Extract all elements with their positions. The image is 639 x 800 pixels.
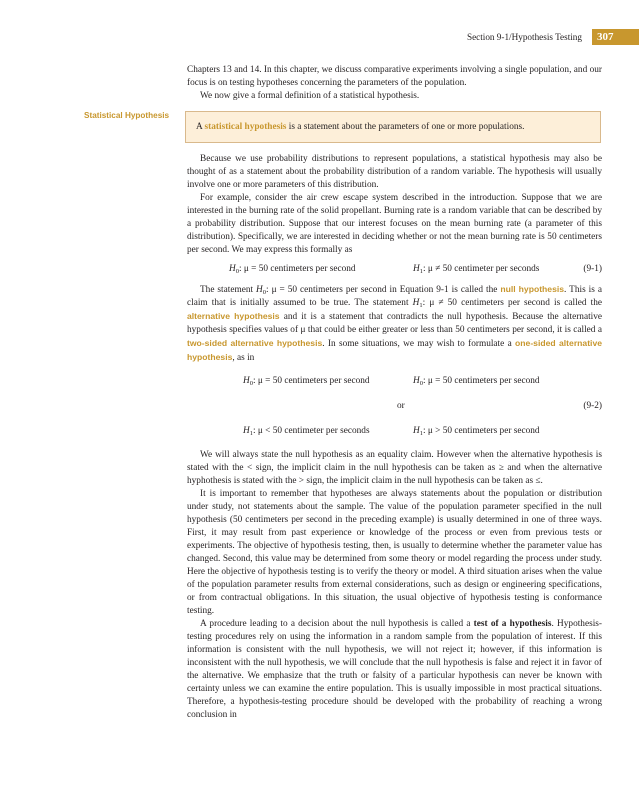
margin-label-statistical-hypothesis: Statistical Hypothesis: [84, 111, 170, 120]
eq92-h0-left: $H_0$: μ = 50 centimeters per second: [243, 376, 370, 387]
eq91-h0: $H_0$: μ = 50 centimeters per second: [229, 264, 356, 275]
example-paragraph: For example, consider the air crew escape system described in the introduction. Suppose that we are interested in the burning rate of the solid propellant. Burning rate is a random variable that can be described by a probability distribution. Suppose that our interest focuses on the mean burning rate (a parameter of this distribution). Specifically, we are interested in deciding whether or not the mean burning rate is 50 centimeters per second. We may express this formally as: [187, 193, 602, 255]
term-alternative-hypothesis: alternative hypothesis: [187, 311, 280, 321]
probability-paragraph: Because we use probability distributions to represent populations, a statistical hypothesis may also be thought of as a statement about the probability distribution of a random variable. The hypothesis will usually involve one or more parameters of this distribution.: [187, 154, 602, 190]
important-paragraph: It is important to remember that hypotheses are always statements about the population or distribution under study, not statements about the sample. The value of the population parameter specified in the null hypothesis (50 centimeters per second in the preceding example) is usually determined in one of three ways. First, it may result from past experience or knowledge of the process or even from previous tests or experiments. The objective of hypothesis testing, then, is usually to determine whether the parameter value has changed. Second, this value may be determined from some theory or model regarding the process under study. Here the objective of hypothesis testing is to verify the theory or model. A third situation arises when the value of the population parameter results from external considerations, such as design or engineering specifications, or from contractual obligations. In this situation, the usual objective of hypothesis testing is conformance testing.: [187, 489, 602, 616]
definition-text: is a statement about the parameters of one or more populations.: [288, 122, 525, 132]
eq92-h1-right: $H_1$: μ > 50 centimeters per second: [413, 426, 540, 437]
null-hypothesis-paragraph: The statement $H_0$: μ = 50 centimeters per second in Equation 9-1 is called the null hypothesis. This is a claim that is initially assumed to be true. The statement $H_1$: μ ≠ 50 centimeters per second is called the alternative hypothesis and it is a statement that contradicts the null hypothesis. Because the alternative hypothesis specifies values of μ that could be either greater or less than 50 centimeters per second, it is called a two-sided alternative hypothesis. In some situations, we may wish to formulate a one-sided alternative hypothesis, as in: [187, 284, 603, 363]
intro-definition-lead: We now give a formal definition of a statistical hypothesis.: [200, 91, 420, 101]
term-test-of-hypothesis: test of a hypothesis: [473, 619, 552, 629]
definition-box: [185, 111, 601, 143]
page-body: [187, 64, 602, 722]
running-header: Section 9-1/Hypothesis Testing: [466, 32, 582, 42]
term-null-hypothesis: null hypothesis: [500, 284, 565, 294]
equality-paragraph: We will always state the null hypothesis as an equality claim. However when the alternative hypothesis is stated with the < sign, the implicit claim in the null hypothesis can be taken as ≥ and when the alternative hyphothesis is stated with the > sign, the implicit claim in the null hypothesis can be taken as ≤.: [187, 450, 602, 486]
eq92-number: (9-2): [583, 401, 602, 411]
eq92-h1-left: $H_1$: μ < 50 centimeter per seconds: [243, 426, 370, 437]
eq92-or: or: [397, 401, 405, 411]
definition-article: A: [196, 122, 203, 132]
definition-term: statistical hypothesis: [204, 122, 287, 132]
term-one-sided-alternative: one-sided alternative hypothesis: [187, 338, 603, 362]
page-number: 307: [592, 29, 639, 45]
equation-9-2: [187, 367, 602, 445]
term-two-sided-alternative: two-sided alternative hypothesis: [187, 338, 323, 348]
intro-paragraph: Chapters 13 and 14. In this chapter, we discuss comparative experiments involving a single population, and our focus is on testing hypotheses concerning the parameters of the population.: [187, 65, 602, 88]
eq91-number: (9-1): [583, 264, 602, 274]
eq92-h0-right: $H_0$: μ = 50 centimeters per second: [413, 376, 540, 387]
eq91-h1: $H_1$: μ ≠ 50 centimeter per seconds: [413, 264, 540, 275]
equation-9-1: [187, 257, 602, 283]
procedure-paragraph: A procedure leading to a decision about the null hypothesis is called a test of a hypothesis. Hypothesis-testing procedures rely on using the information in a random sample from the population of interest. If this information is consistent with the null hypothesis, we will not reject it; however, if this information is inconsistent with the null hypothesis, we will conclude that the null hypothesis is false and reject it in favor of the alternative. We emphasize that the truth or falsity of a particular hypothesis can never be known with certainty unless we can examine the entire population. This is usually impossible in most practical situations. Therefore, a hypothesis-testing procedure should be developed with the probability of reaching a wrong conclusion in: [187, 619, 602, 720]
